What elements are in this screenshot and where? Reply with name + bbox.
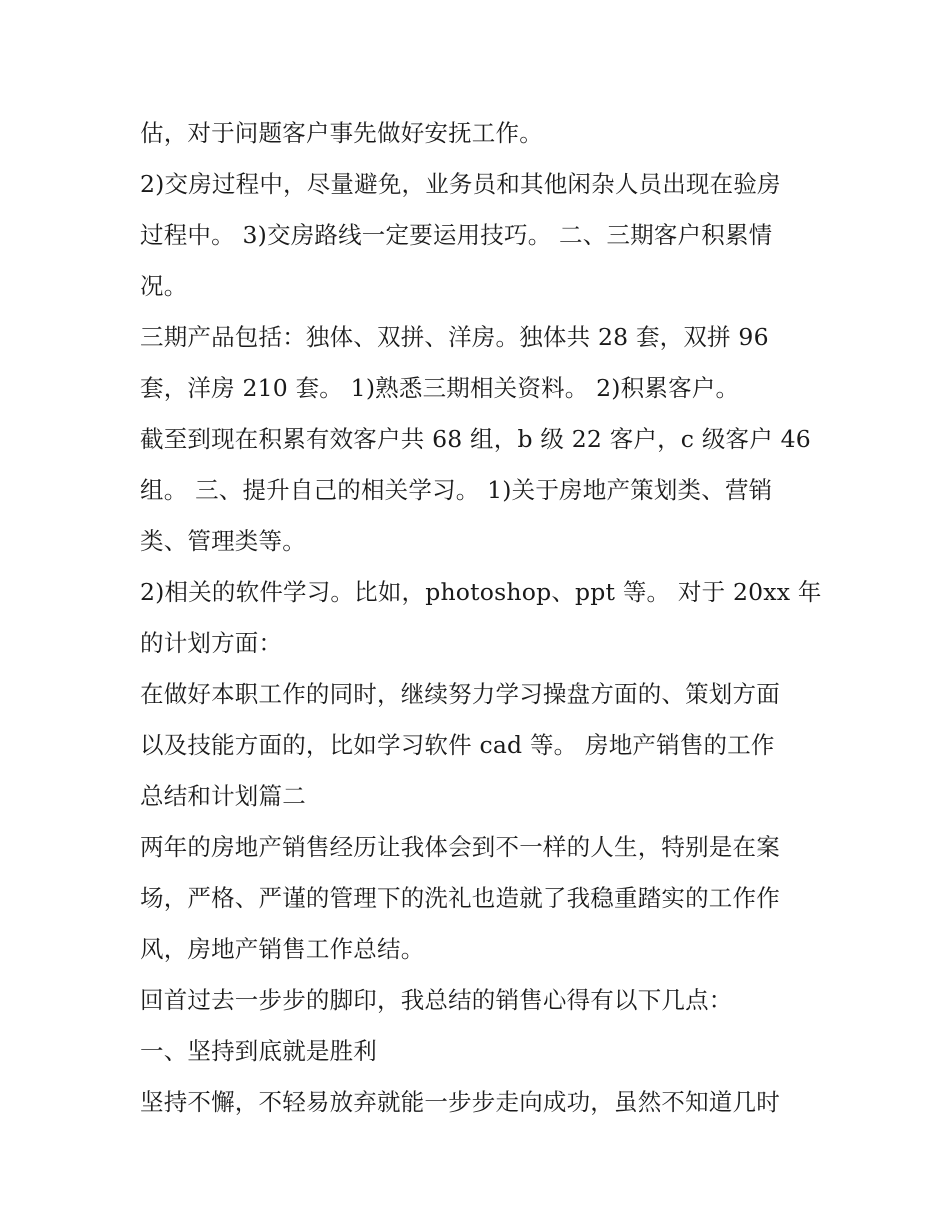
text-line: 估，对于问题客户事先做好安抚工作。	[140, 119, 543, 147]
text-line: 截至到现在积累有效客户共 68 组，b 级 22 客户，c 级客户 46	[140, 425, 811, 453]
text-line: 三期产品包括：独体、双拼、洋房。独体共 28 套，双拼 96	[140, 323, 769, 351]
document-body	[140, 108, 830, 1128]
text-line: 场，严格、严谨的管理下的洗礼也造就了我稳重踏实的工作作	[140, 884, 780, 912]
text-line: 坚持不懈，不轻易放弃就能一步步走向成功，虽然不知道几时	[140, 1088, 780, 1116]
text-line: 过程中。 3)交房路线一定要运用技巧。 二、三期客户积累情	[140, 221, 773, 249]
text-line: 况。	[140, 272, 188, 300]
text-line: 在做好本职工作的同时，继续努力学习操盘方面的、策划方面	[140, 680, 780, 708]
text-line: 回首过去一步步的脚印，我总结的销售心得有以下几点：	[140, 986, 733, 1014]
text-line: 组。 三、提升自己的相关学习。 1)关于房地产策划类、营销	[140, 476, 773, 504]
section-heading: 一、坚持到底就是胜利	[140, 1037, 377, 1065]
text-line: 的计划方面：	[140, 629, 283, 657]
text-line: 套，洋房 210 套。 1)熟悉三期相关资料。 2)积累客户。	[140, 374, 740, 402]
text-line: 两年的房地产销售经历让我体会到不一样的人生，特别是在案	[140, 833, 780, 861]
text-line: 类、管理类等。	[140, 527, 306, 555]
text-line: 风，房地产销售工作总结。	[140, 935, 425, 963]
section-heading: 总结和计划篇二	[140, 782, 306, 810]
text-line: 2)交房过程中，尽量避免，业务员和其他闲杂人员出现在验房	[140, 170, 781, 198]
text-line: 2)相关的软件学习。比如，photoshop、ppt 等。 对于 20xx 年	[140, 578, 822, 606]
text-line: 以及技能方面的，比如学习软件 cad 等。 房地产销售的工作	[140, 731, 775, 759]
